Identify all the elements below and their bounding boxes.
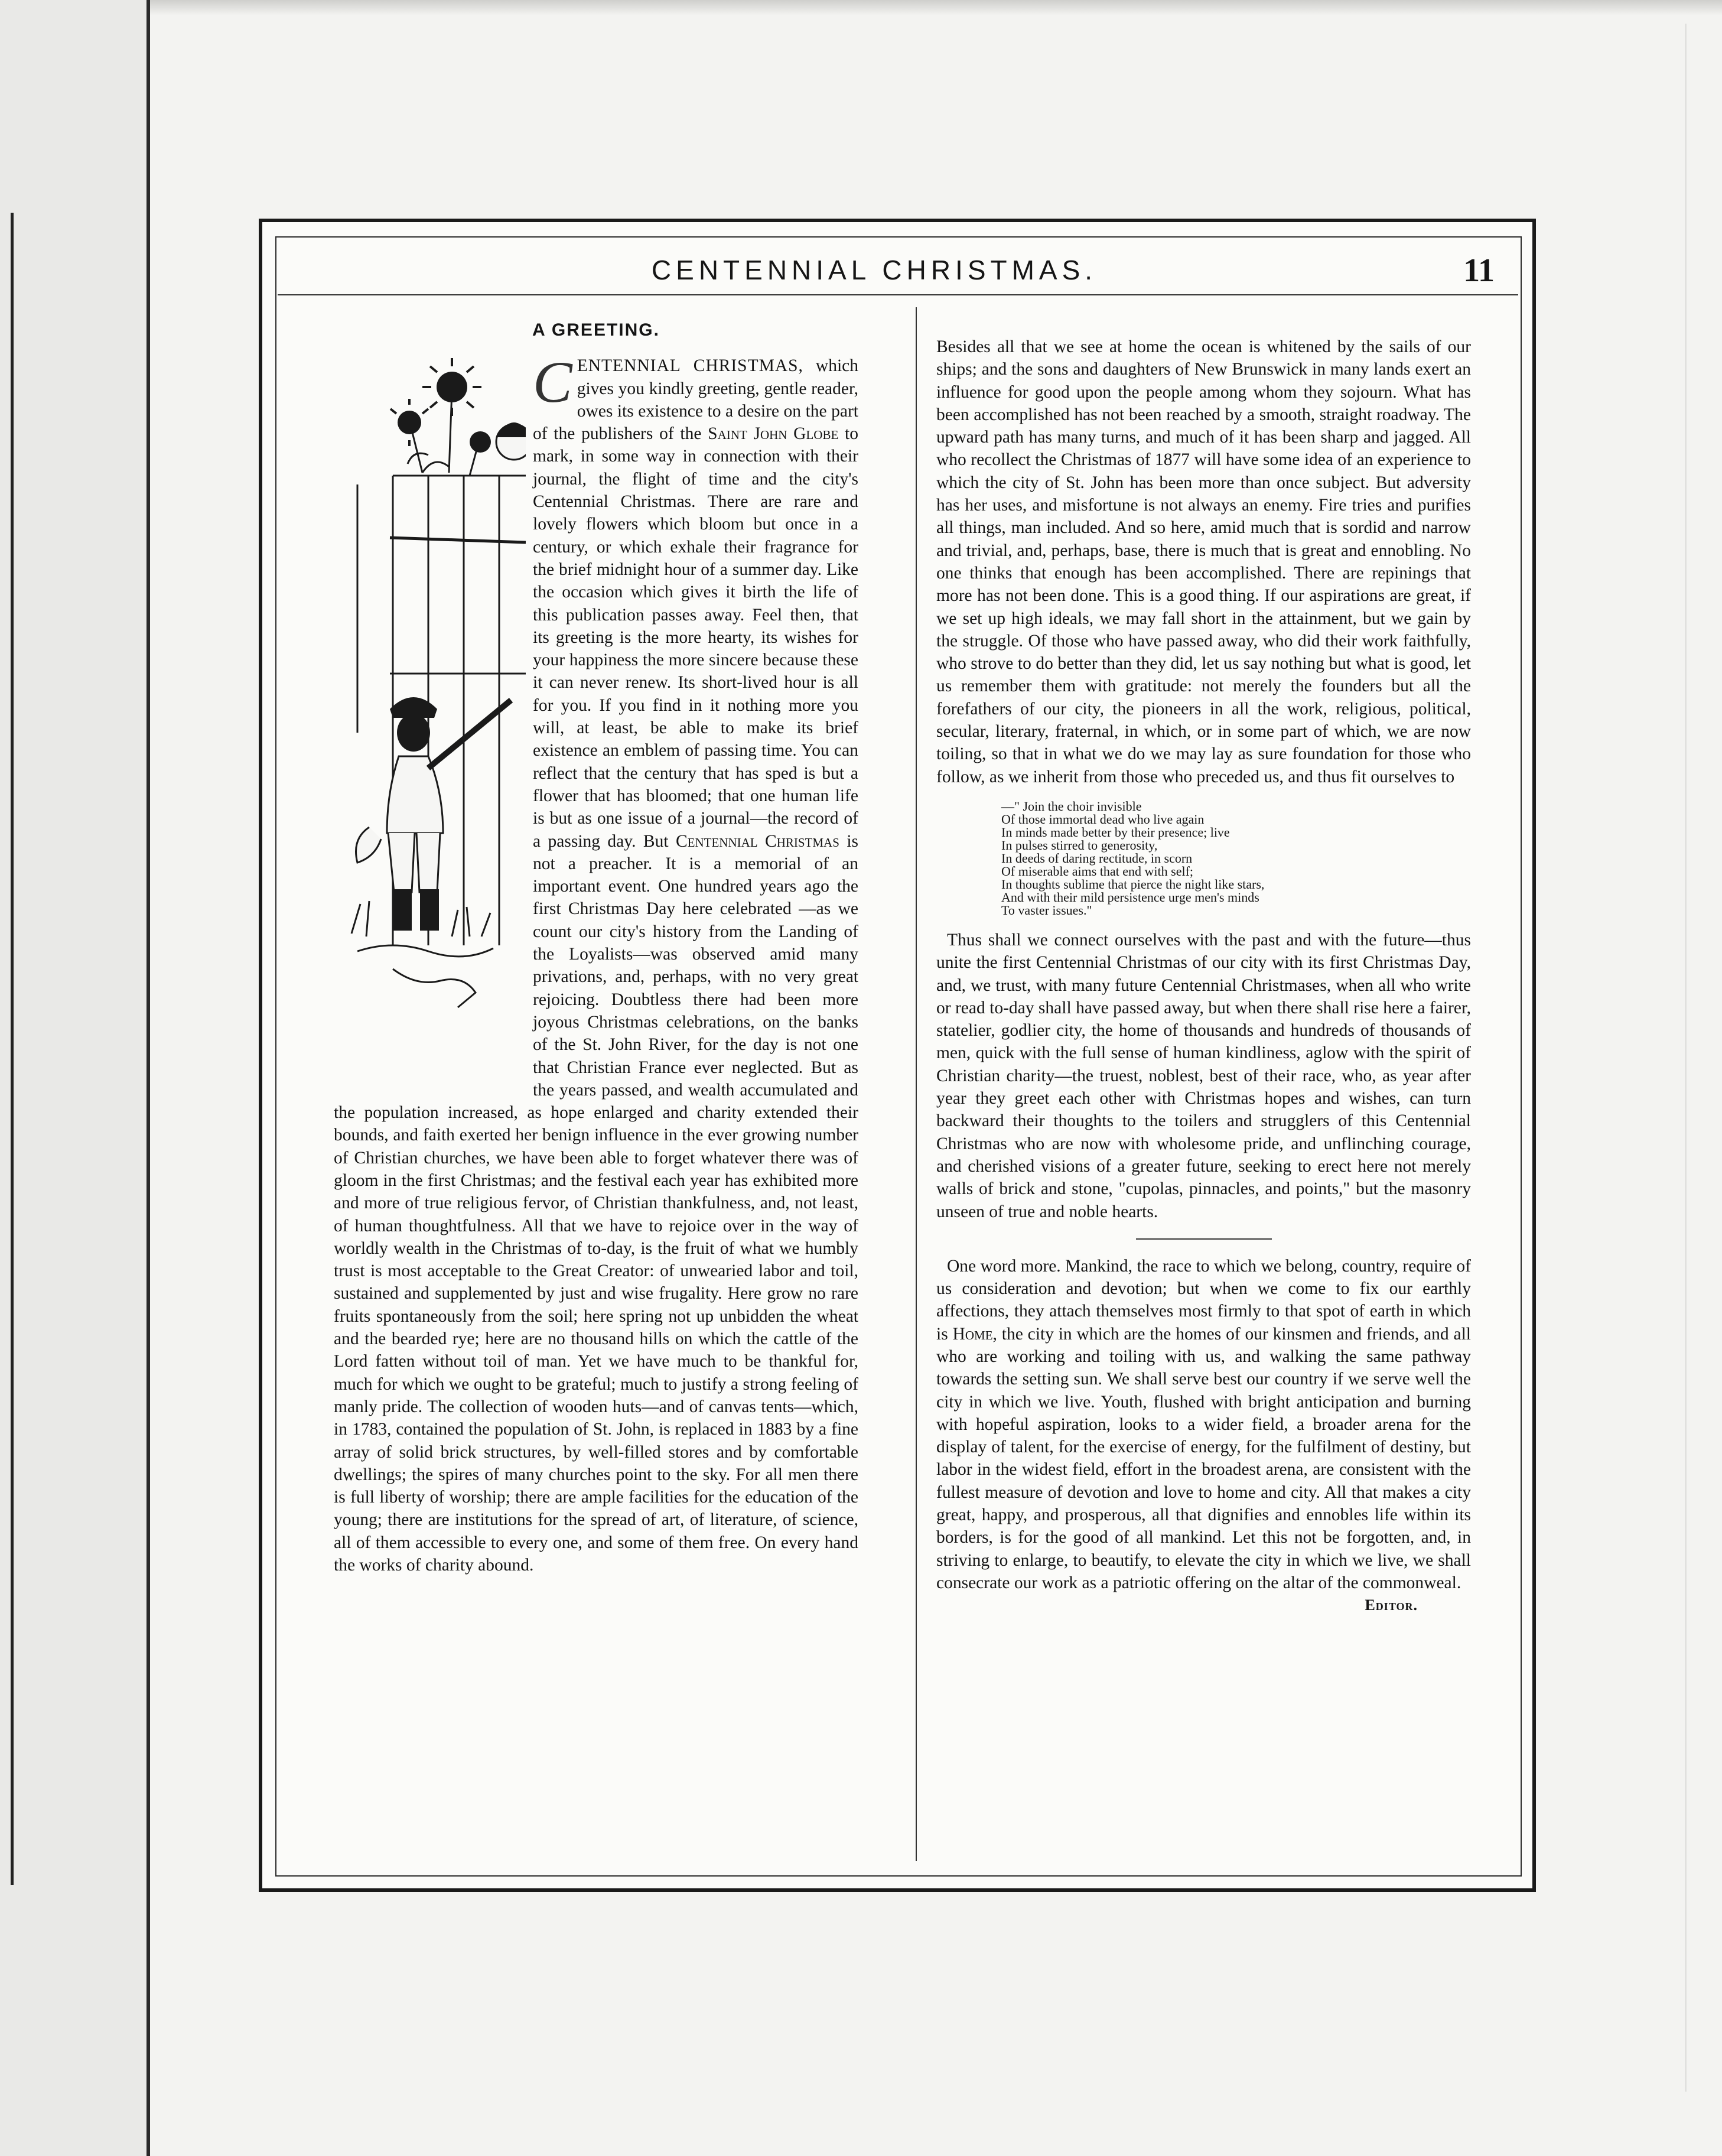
home-word: Home [952,1324,993,1344]
drop-cap-initial: C [533,349,572,415]
poem-line: Of those immortal dead who live again [1001,811,1205,827]
paragraph-1-part-3: is not a preacher. It is a memorial of an important event. One hundred years ago the first Christmas Day here celebrated —as we count our city's history from the Landing of the Loyalists—was observed amid many privations, and, perhaps, with no very great rejoicing. Doubtless there had been more joyous Christmas celebrations, on the banks of the St. John River, for the day is not one that Christian France ever neglected. But as the years passed, and wealth accumulated and the population increased, as hope enlarged and charity extended their bounds, and faith exerted her benign influence in the ever growing number of Christian churches, we have been able to forget whatever there was of gloom in the first Christmas; and the festival each year has exhibited more and more of true religious fervor, of Christian thankfulness, and, not least, of human thoughtfulness. All that we have to rejoice over in the way of worldly wealth in the Christmas of to-day, is the fruit of what we humbly trust is most acceptable to the Great Creator: of unwearied labor and toil, sustained and supplemented by just and wise frugality. Here grow no rare fruits spontaneously from the soil; here spring not up unbidden the wheat and the bearded rye; here are no thousand hills on which the cattle of the Lord fatten without toil of man. Yet we have much to be thankful for, much for which we ought to be grateful; much to justify a strong feeling of manly pride. The collection of wooden huts—and of canvas tents—which, in 1783, contained the population of St. John, is replaced in 1883 by a fine array of solid brick structures, by well-filled stores and by comfortable dwellings; the spires of many churches point to the sky. For all men there is full liberty of worship; there are ample facilities for the education of the young; there are institutions for the spread of art, of literature, of science, all of them accessible to every one, and some of them free. On every hand the works of charity abound. [334,831,858,1575]
page-number: 11 [1463,252,1495,289]
poem-line: In minds made better by their presence; live [1001,824,1230,840]
running-head [278,254,1518,295]
left-column [334,319,858,1576]
poem-line: In thoughts sublime that pierce the night like stars, [1001,876,1265,892]
paragraph-2: Besides all that we see at home the ocean is whitened by the sails of our ships; and the sons and daughters of New Brunswick in many lands exert an influence for good upon the people among whom they sojourn. What has been accomplished has not been reached by a smooth, straight roadway. The upward path has many turns, and much of it has been sharp and jagged. All who recollect the Christmas of 1877 will have some idea of an experience to which the city of St. John has been more than once subject. But adversity has her uses, and misfortune is not always an enemy. Fire tries and purifies all things, man included. And so here, amid much that is sordid and narrow and trivial, and, perhaps, base, there is much that is great and ennobling. No one thinks that enough has been accomplished. There are repinings that more has not been done. This is a good thing. If our aspirations are great, if we set up high ideals, we may fall short in the attainment, but we gain by the struggle. Of those who have passed away, who did their work faithfully, who strove to do better than they did, let us say nothing but what is good, let us remember them with gratitude: not merely the founders but all the forefathers of our city, the pioneers in all the work, religious, political, secular, literary, fraternal, in which, or in some part of which, we are now toiling, so that in what we do we may lay as sure foundation for those who follow, as we inherit from those who preceded us, and thus fit ourselves to [936,337,1471,786]
running-title: CENTENNIAL CHRISTMAS. [651,255,1098,285]
scan-shadow [150,0,1722,15]
poem-line: To vaster issues." [1001,902,1092,918]
header-rule [278,294,1518,295]
poem-quotation [1001,800,1471,917]
paragraph-4-part-1: One word more. Mankind, the race to which we belong, country, require of us consideration and devotion; but when we come to fix our earthly affections, they attach themselves most firmly to that spot of earth in which is [936,1256,1471,1344]
poem-line: And with their mild persistence urge men's minds [1001,889,1259,905]
poem-line: Of miserable aims that end with self; [1001,863,1194,879]
publication-name: Centennial Christmas [675,831,839,851]
opening-words: ENTENNIAL CHRISTMAS, [577,356,803,376]
adjacent-page-edge [0,0,150,2156]
adjacent-page-frame [0,213,14,1885]
poem-line: In deeds of daring rectitude, in scorn [1001,850,1193,866]
editor-signature: Editor. [1365,1596,1418,1614]
article-heading: A GREETING. [532,320,660,340]
newspaper-name: Saint John Globe [708,424,839,444]
children-at-fence-illustration [334,355,526,1082]
paragraph-1-part-1: which gives you kindly greeting, gentle reader, owes its existence to a desire on the part of the publishers of the [533,356,859,444]
right-column [936,336,1471,1617]
section-divider [1136,1238,1272,1240]
page-fold [1685,24,1687,2092]
column-divider [916,307,917,1861]
paragraph-4-part-2: , the city in which are the homes of our kinsmen and friends, and all who are working and toiling with us, and walking the same pathway towards the setting sun. We shall serve best our country if we serve well the city in which we live. Youth, flushed with bright anticipation and burning with hopeful aspiration, looks to a wider field, a broader arena for the display of talent, for the exercise of energy, for the fulfilment of destiny, but labor in the widest field, effort in the broadest arena, are consistent with the fullest measure of devotion and love to home and city. All that makes a city great, happy, and prosperous, all that dignifies and ennobles life within its borders, is for the good of all mankind. Let this not be forgotten, and, in striving to enlarge, to beautify, to elevate the city in which we live, we shall consecrate our work as a patriotic offering on the altar of the commonweal. [936,1324,1472,1592]
poem-line: —" Join the choir invisible [1001,798,1142,814]
poem-line: In pulses stirred to generosity, [1001,837,1158,853]
paragraph-3: Thus shall we connect ourselves with the past and with the future—thus unite the first Centennial Christmas of our city with its first Christmas Day, and, we trust, with many future Centennial Christmases, when all who write or read to-day shall have passed away, but when there shall rise here a fairer, statelier, godlier city, the home of thousands and hundreds of thousands of men, quick with the full sense of human kindliness, aglow with the spirit of Christian charity—the truest, noblest, best of their race, who, as year after year they greet each other with Christmas hopes and wishes, can turn backward their thoughts to the toilers and strugglers of this Centennial Christmas who are now with wholesome pride, and unflinching courage, and cherished visions of a greater future, seeking to erect here not merely walls of brick and stone, "cupolas, pinnacles, and points," but the masonry unseen of true and noble hearts. [936,930,1471,1221]
paragraph-1-part-2: to mark, in some way in connection with their journal, the flight of time and the city's Centennial Christmas. There are rare and lovely flowers which bloom but once in a century, or which exhale their fragrance for the brief midnight hour of a summer day. Like the occasion which gives it birth the life of this publication passes away. Feel then, that its greeting is the more hearty, its wishes for your happiness the more sincere because these it can never renew. Its short-lived hour is all for you. If you find in it nothing more you will, at least, be able to make its brief existence an emblem of passing time. You can reflect that the century that has sped is but a flower that has bloomed; that one human life is but as one issue of a journal—the record of a passing day. But [533,424,858,851]
